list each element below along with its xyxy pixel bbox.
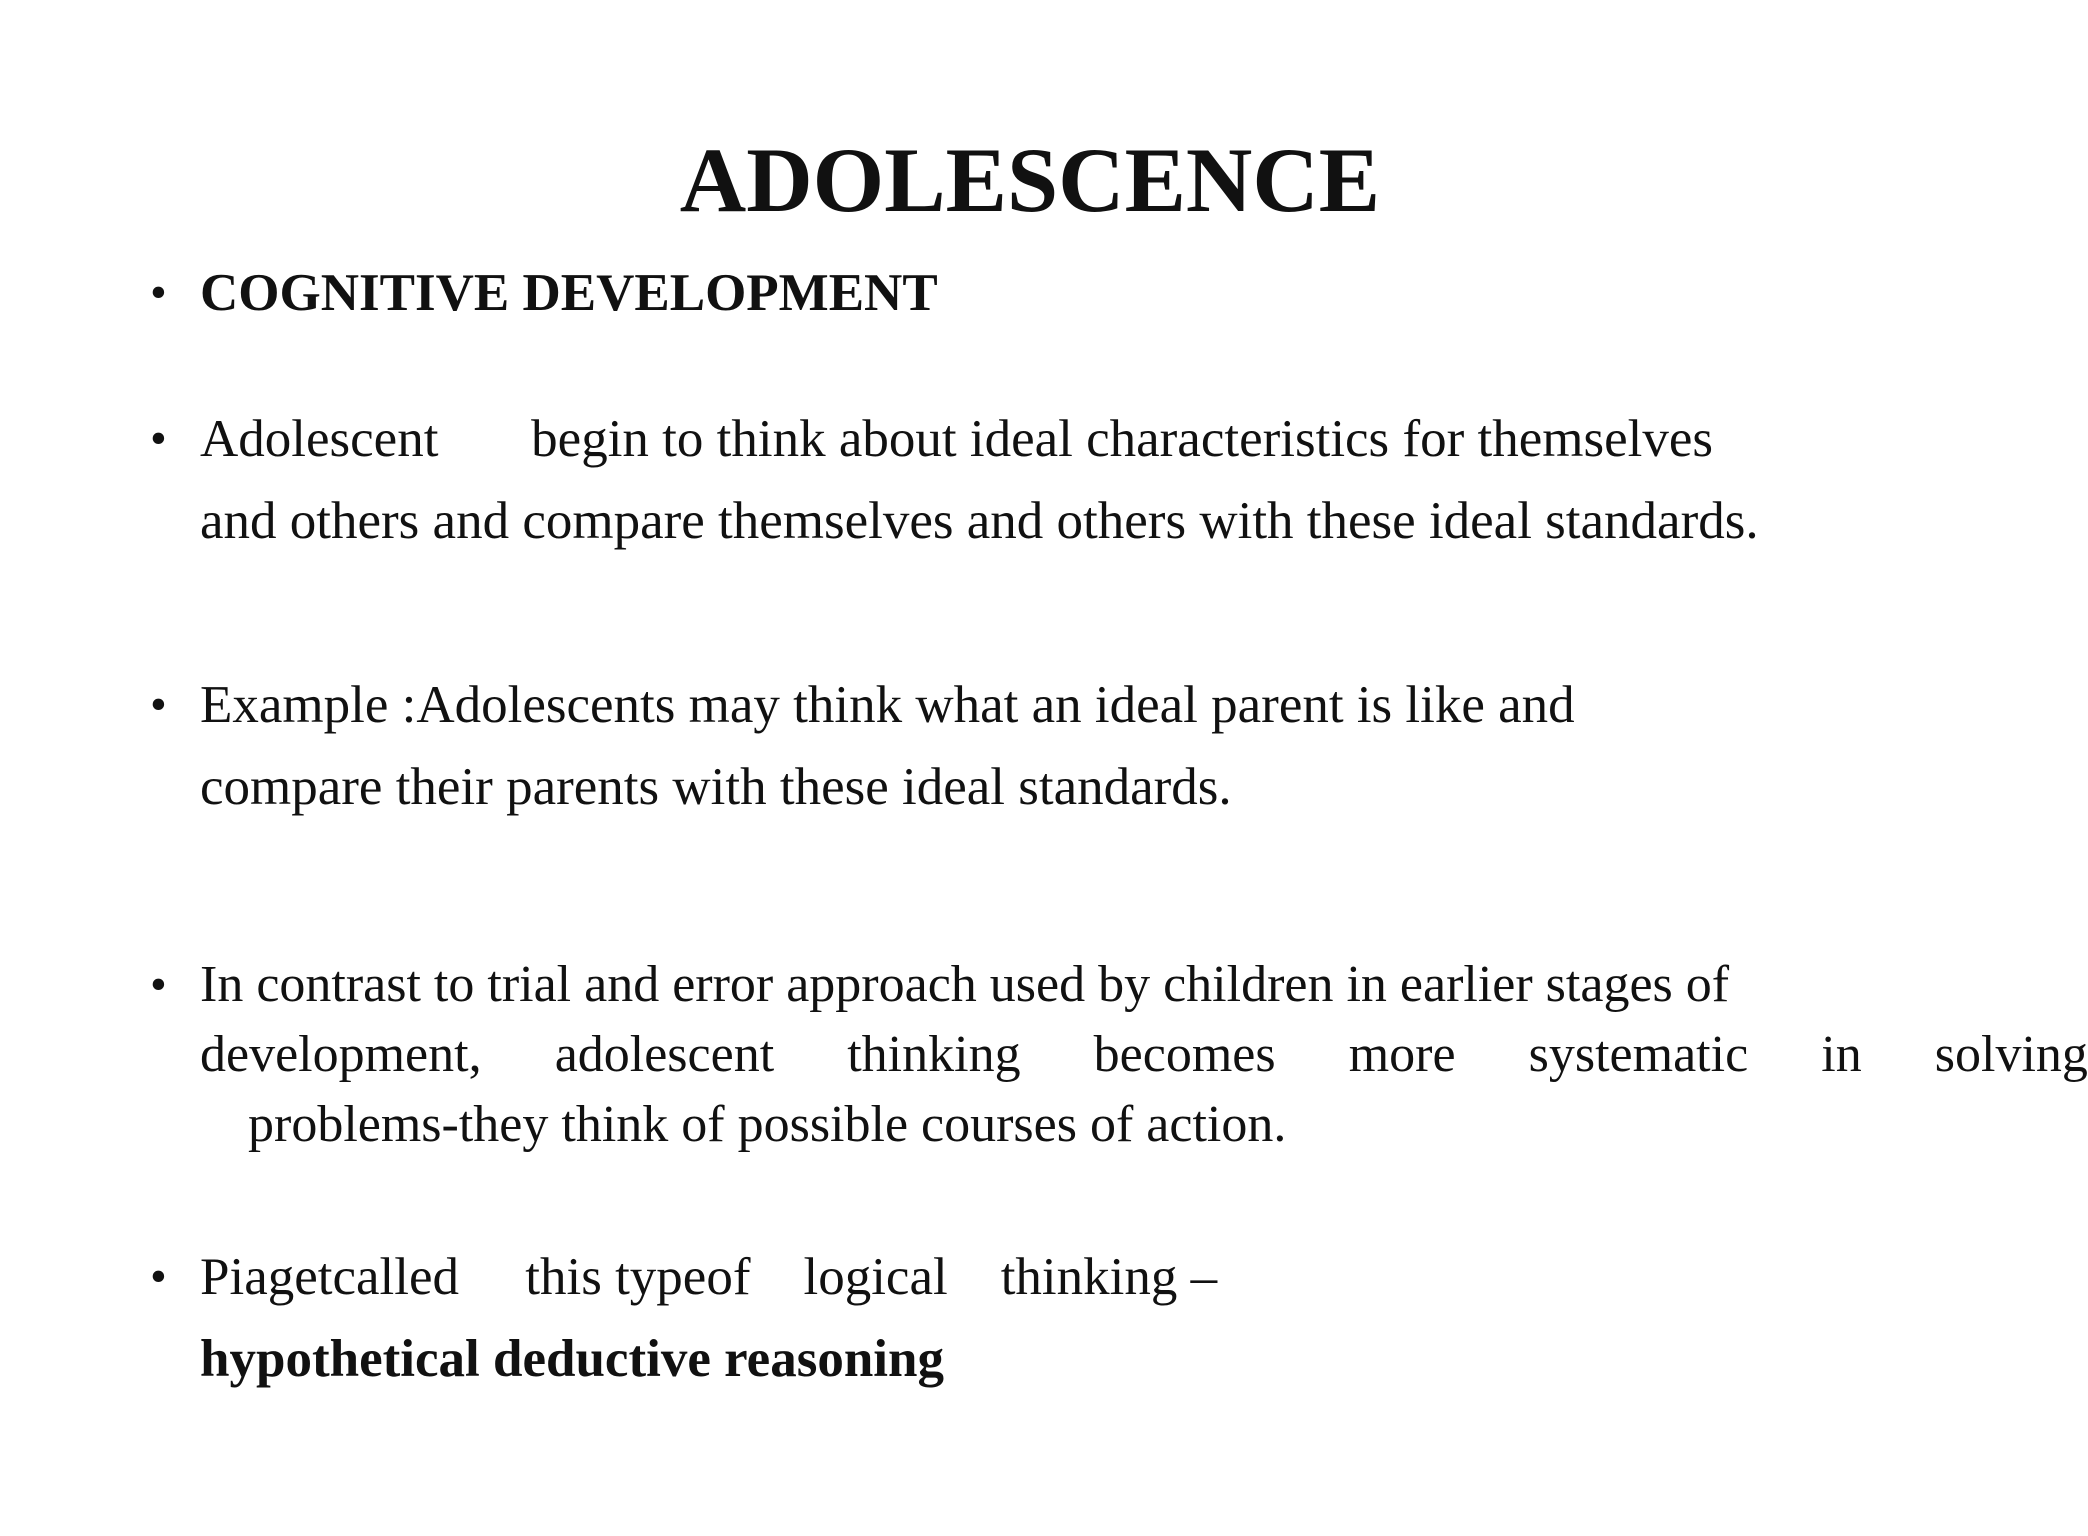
- key-term: hypothetical deductive reasoning: [200, 1330, 944, 1388]
- bullet-dot: •: [150, 1250, 167, 1303]
- point-4-line-1: Piagetcalled this typeof logical thinking –: [200, 1248, 1218, 1306]
- point-1-line-2: and others and compare themselves and others with these ideal standards.: [200, 492, 1759, 550]
- section-heading: COGNITIVE DEVELOPMENT: [200, 264, 938, 322]
- point-2-line-1: Example :Adolescents may think what an ideal parent is like and: [200, 676, 1575, 734]
- point-3-line-2: [200, 1020, 2088, 1090]
- point-3-word: thinking: [847, 1026, 1021, 1083]
- point-3-word: systematic: [1528, 1026, 1749, 1083]
- point-3-word: more: [1348, 1026, 1456, 1083]
- point-3-line-1: In contrast to trial and error approach used by children in earlier stages of: [200, 956, 1730, 1013]
- point-3-word: solving: [1934, 1026, 2088, 1083]
- bullet-dot: •: [150, 678, 167, 731]
- point-3-word: adolescent: [554, 1026, 775, 1083]
- point-3-word: becomes: [1093, 1026, 1276, 1083]
- point-2-line-2: compare their parents with these ideal standards.: [200, 758, 1232, 816]
- point-3-word: development,: [200, 1026, 482, 1083]
- point-3-line-3: problems-they think of possible courses of action.: [248, 1096, 1287, 1153]
- point-1-line-1: Adolescent begin to think about ideal characteristics for themselves: [200, 410, 1713, 468]
- bullet-dot: •: [150, 412, 167, 465]
- bullet-dot: •: [150, 266, 167, 319]
- slide-title: ADOLESCENCE: [679, 129, 1381, 231]
- bullet-dot: •: [150, 958, 167, 1011]
- point-3-word: in: [1821, 1026, 1862, 1083]
